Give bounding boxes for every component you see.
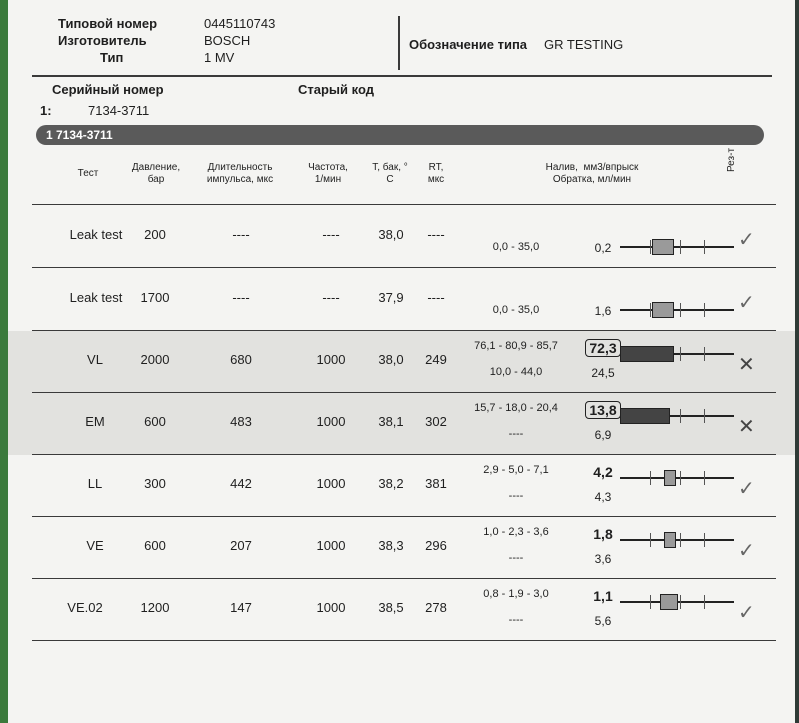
row-divider	[32, 578, 776, 579]
row-range-return: 0,0 - 35,0	[492, 304, 540, 316]
row-pressure: 600	[144, 414, 166, 429]
gauge-tick	[650, 303, 651, 317]
table-header-rule	[32, 204, 776, 205]
type-label: Тип	[100, 50, 124, 65]
row-value-return: 3,6	[594, 552, 612, 566]
gauge-value-mark	[620, 346, 674, 362]
row-divider	[32, 454, 776, 455]
row-duration: 483	[230, 414, 252, 429]
row-test-name: VE.02	[67, 600, 103, 615]
row-range-return: 10,0 - 44,0	[489, 366, 543, 378]
col-duration: Длительность импульса, мкс	[206, 162, 274, 185]
serial-label: Серийный номер	[52, 82, 164, 97]
row-rt: 278	[425, 600, 447, 615]
gauge-axis	[620, 539, 734, 541]
cross-icon: ✕	[738, 354, 755, 376]
row-value-delivery: 1,8	[593, 526, 613, 542]
row-range-return: ----	[508, 552, 524, 564]
gauge-tick	[680, 533, 681, 547]
gauge-tick	[680, 409, 681, 423]
row-duration: 207	[230, 538, 252, 553]
gauge-tick	[680, 347, 681, 361]
row-rt: 296	[425, 538, 447, 553]
header-rule	[32, 75, 772, 77]
gauge-tick	[680, 240, 681, 254]
row-frequency: 1000	[316, 600, 346, 615]
row-gauge	[620, 237, 734, 257]
row-frequency: 1000	[316, 352, 346, 367]
row-test-name: EM	[85, 414, 105, 429]
row-rt: 249	[425, 352, 447, 367]
row-gauge	[620, 344, 734, 364]
serial-index: 1:	[40, 103, 52, 118]
gauge-tick	[704, 240, 705, 254]
col-pressure: Давление, бар	[131, 162, 181, 185]
serial-band	[36, 125, 764, 145]
col-test: Тест	[77, 168, 99, 179]
row-pressure: 600	[144, 538, 166, 553]
row-frequency: 1000	[316, 538, 346, 553]
col-result: Рез-т	[726, 147, 737, 173]
row-temperature: 38,1	[378, 414, 404, 429]
row-value-return: 1,6	[594, 304, 612, 318]
gauge-tick	[704, 303, 705, 317]
row-range-delivery: 2,9 - 5,0 - 7,1	[483, 464, 549, 476]
gauge-value-mark	[652, 239, 674, 255]
gauge-tick	[704, 347, 705, 361]
check-icon: ✓	[738, 540, 755, 562]
row-test-name: Leak test	[69, 227, 123, 242]
gauge-value-mark	[664, 470, 676, 486]
row-frequency: ----	[322, 290, 340, 305]
row-range-delivery: 1,0 - 2,3 - 3,6	[483, 526, 549, 538]
row-gauge	[620, 468, 734, 488]
gauge-tick	[704, 595, 705, 609]
row-duration: 680	[230, 352, 252, 367]
row-temperature: 38,0	[378, 352, 404, 367]
check-icon: ✓	[738, 292, 755, 314]
gauge-axis	[620, 309, 734, 311]
gauge-tick	[680, 595, 681, 609]
row-range-delivery: 0,8 - 1,9 - 3,0	[483, 588, 549, 600]
manufacturer-value: BOSCH	[204, 33, 251, 48]
row-divider	[32, 392, 776, 393]
row-pressure: 2000	[140, 352, 170, 367]
row-pressure: 300	[144, 476, 166, 491]
row-frequency: ----	[322, 227, 340, 242]
row-range-delivery: 76,1 - 80,9 - 85,7	[474, 340, 558, 352]
row-range-return: ----	[508, 614, 524, 626]
row-value-delivery: 4,2	[593, 464, 613, 480]
gauge-tick	[650, 471, 651, 485]
row-value-return: 6,9	[594, 428, 612, 442]
row-rt: 381	[425, 476, 447, 491]
row-pressure: 200	[144, 227, 166, 242]
row-value-return: 0,2	[594, 241, 612, 255]
type-number-value: 0445110743	[204, 16, 276, 31]
row-pressure: 1700	[140, 290, 170, 305]
row-gauge	[620, 530, 734, 550]
row-value-delivery: 1,1	[593, 588, 613, 604]
gauge-tick	[704, 533, 705, 547]
row-pressure: 1200	[140, 600, 170, 615]
cross-icon: ✕	[738, 416, 755, 438]
type-number-label: Типовой номер	[58, 16, 158, 31]
row-duration: ----	[232, 227, 250, 242]
row-range-return: 0,0 - 35,0	[492, 241, 540, 253]
gauge-tick	[650, 595, 651, 609]
row-divider	[32, 516, 776, 517]
row-divider	[32, 640, 776, 641]
designation-label: Обозначение типа	[409, 37, 528, 52]
gauge-axis	[620, 477, 734, 479]
row-range-delivery: 15,7 - 18,0 - 20,4	[474, 402, 558, 414]
gauge-value-mark	[664, 532, 676, 548]
serial-value: 7134-3711	[88, 103, 150, 118]
row-temperature: 38,2	[378, 476, 404, 491]
row-test-name: LL	[87, 476, 103, 491]
row-frequency: 1000	[316, 414, 346, 429]
gauge-tick	[650, 240, 651, 254]
gauge-tick	[680, 471, 681, 485]
header-divider	[398, 16, 400, 70]
serial-band-text: 1 7134-3711	[46, 128, 113, 142]
row-test-name: VE	[86, 538, 104, 553]
row-value-return: 5,6	[594, 614, 612, 628]
check-icon: ✓	[738, 602, 755, 624]
row-rt: ----	[427, 227, 445, 242]
col-frequency: Частота, 1/мин	[308, 162, 348, 185]
designation-value: GR TESTING	[544, 37, 624, 52]
row-test-name: Leak test	[69, 290, 123, 305]
row-test-name: VL	[87, 352, 103, 367]
gauge-tick	[680, 303, 681, 317]
test-report-sheet	[8, 0, 795, 723]
row-duration: 442	[230, 476, 252, 491]
row-rt: ----	[427, 290, 445, 305]
row-value-return: 4,3	[594, 490, 612, 504]
row-value-delivery: 72,3	[578, 340, 628, 356]
row-range-return: ----	[508, 428, 524, 440]
row-gauge	[620, 406, 734, 426]
background-edge	[0, 0, 8, 723]
gauge-value-mark	[652, 302, 674, 318]
check-icon: ✓	[738, 478, 755, 500]
gauge-tick	[704, 471, 705, 485]
row-divider	[32, 330, 776, 331]
col-temperature: Т, бак, ° С	[372, 162, 408, 185]
row-temperature: 38,3	[378, 538, 404, 553]
gauge-tick	[650, 533, 651, 547]
row-frequency: 1000	[316, 476, 346, 491]
manufacturer-label: Изготовитель	[58, 33, 147, 48]
col-delivery: Налив, мм3/впрыск Обратка, мл/мин	[545, 162, 639, 185]
check-icon: ✓	[738, 229, 755, 251]
gauge-value-mark	[660, 594, 678, 610]
gauge-tick	[704, 409, 705, 423]
row-divider	[32, 267, 776, 268]
row-gauge	[620, 592, 734, 612]
type-value: 1 MV	[204, 50, 235, 65]
gauge-value-mark	[620, 408, 670, 424]
col-rt: RT, мкс	[427, 162, 445, 185]
row-temperature: 38,5	[378, 600, 404, 615]
row-duration: ----	[232, 290, 250, 305]
row-duration: 147	[230, 600, 252, 615]
row-gauge	[620, 300, 734, 320]
row-range-return: ----	[508, 490, 524, 502]
old-code-label: Старый код	[298, 82, 374, 97]
row-temperature: 38,0	[378, 227, 404, 242]
row-rt: 302	[425, 414, 447, 429]
gauge-axis	[620, 246, 734, 248]
row-temperature: 37,9	[378, 290, 404, 305]
row-value-return: 24,5	[591, 366, 615, 380]
row-value-delivery: 13,8	[578, 402, 628, 418]
